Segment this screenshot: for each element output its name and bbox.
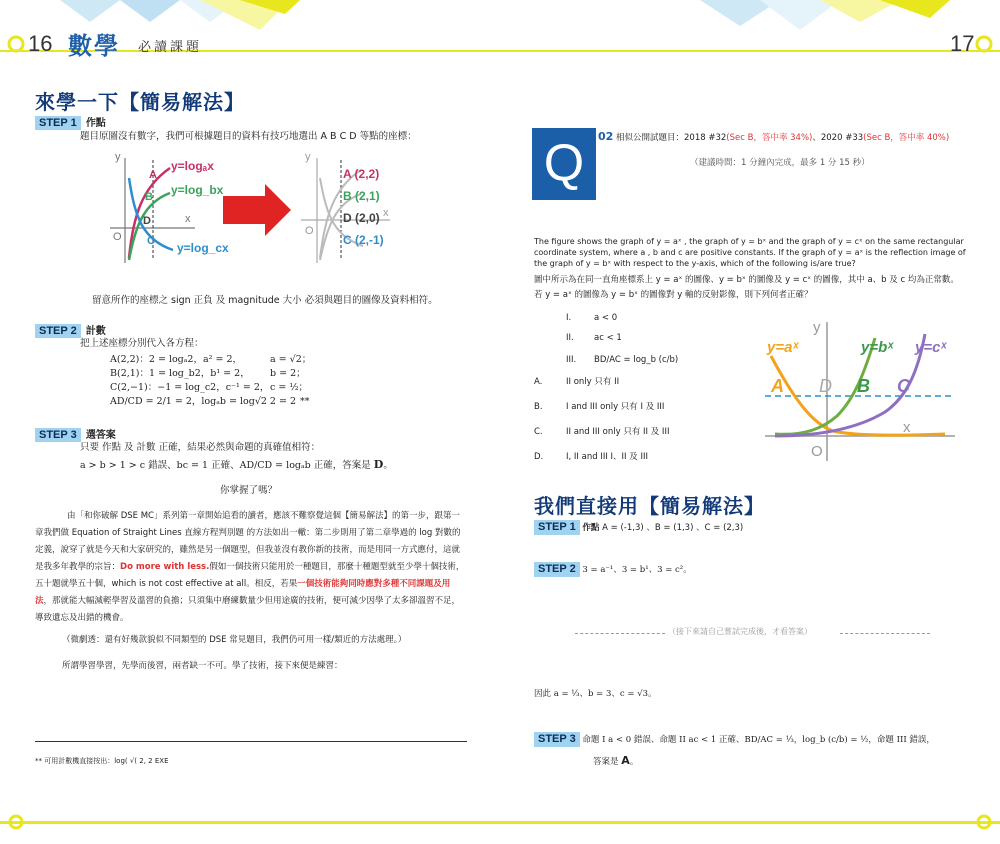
option-b: B. I and III only 只有 I 及 III — [534, 402, 665, 412]
svg-text:C (2,-1): C (2,-1) — [343, 233, 384, 247]
step2-text: 把上述座標分別代入各方程： — [80, 338, 204, 349]
option-a: A. II only 只有 II — [534, 377, 620, 387]
statements: I. a < 0 II. ac < 1 III. BD/AC = log_b (c/b) — [566, 313, 679, 365]
step2-label: STEP 2 — [35, 324, 81, 338]
svg-text:x: x — [383, 207, 389, 219]
svg-text:y=bˣ: y=bˣ — [861, 339, 894, 356]
practice-intro: 所謂學習學習，先學而後習，兩者缺一不可。學了技術，接下來便是練習： — [62, 661, 343, 671]
step3-text: 只要 作點 及 計數 正確，結果必然與命題的真確值相符： — [80, 442, 321, 453]
svg-text:y: y — [813, 319, 821, 336]
svg-text:A (2,2): A (2,2) — [343, 167, 380, 181]
svg-text:x: x — [903, 419, 911, 436]
hint-text: （接下來請自己嘗試完成後，才看答案） — [668, 627, 812, 636]
question-source: 02 相似公開試題目：2018 #32(Sec B，答中率 34%)、2020 #33(Sec B，答中率 40%) — [598, 130, 950, 143]
step3-label: STEP 3 — [35, 428, 81, 442]
step1-note: 留意所作的座標之 sign 正負 及 magnitude 大小 必須與題目的圖像及資料相符。 — [92, 295, 438, 306]
svg-text:y: y — [305, 151, 311, 163]
hint-rule-left — [575, 633, 665, 634]
svg-text:y=aˣ: y=aˣ — [767, 339, 799, 356]
svg-text:A: A — [771, 376, 784, 396]
left-page-number: 16 — [28, 31, 53, 56]
body-paragraph: 由「和你破解 DSE MC」系列第一章開始追看的讀者，應該不難察覺這個【簡易解法】的第一步，跟第一章我們做 Equation of Straight Lines 直線方程判別題 的方法如出一轍：第二步則用了第二章學過的 log 對數的定義，說穿了就是今天和大家研究的，雖然是另一個題型，但我並沒有教你新的技術，而是用同一方式應付，這就是我多年教學的宗旨：Do more with less.假如一個技術只能用於一種題目，那麼十種題型就至少學十個技術，五十題就學五十個，which is not cost effective at all。相反，若果一個技術能夠同時應對多種不同課題及用法，那就能大幅減輕學習及溫習的負擔；只須集中磨練數量少但用途廣的技術，便可減少因學了太多卻溫習不足，導致遺忘及出錯的機會。 — [35, 511, 465, 623]
step3-answer: D — [373, 458, 384, 471]
question-badge: Q — [532, 128, 596, 200]
svg-text:O: O — [811, 443, 823, 460]
subject-subtitle: 必讀課題 — [138, 40, 203, 55]
svg-text:y=cˣ: y=cˣ — [915, 339, 947, 356]
svg-text:C: C — [147, 235, 155, 247]
r-answer-letter: A — [621, 754, 630, 767]
question-chinese: 圖中所示為在同一直角座標系上 y = aˣ 的圖像、y = bˣ 的圖像及 y = cˣ 的圖像，其中 a、b 及 c 均為正常數。若 y = aˣ 的圖像為 y = bˣ 的圖像對 y 軸的反射影像，則下列何者正確？ — [534, 275, 959, 300]
step1-header — [35, 111, 106, 130]
step1-text: 題目原圖沒有數字，我們可根據題目的資料有技巧地選出 A B C D 等點的座標： — [80, 131, 417, 142]
step1-graphs — [105, 148, 405, 268]
spoiler-note: （微劇透：還有好幾款貌似不同類型的 DSE 常見題目，我們仍可用一樣/類近的方法處理。） — [62, 635, 407, 645]
footer-decoration — [0, 810, 1000, 840]
svg-text:C: C — [897, 376, 910, 396]
hint-rule-right — [840, 633, 930, 634]
r-step3: STEP 3 命題 I a < 0 錯誤、命題 II ac < 1 正確、BD/AC = ⅓，log_b (c/b) = ½，命題 III 錯誤， — [534, 732, 935, 747]
svg-text:y: y — [115, 151, 121, 163]
right-page-number: 17 — [950, 31, 975, 56]
r-answer: 答案是 A。 — [593, 754, 639, 767]
svg-text:O: O — [113, 231, 122, 243]
svg-text:B (2,1): B (2,1) — [343, 189, 380, 203]
footnote: ** 可用計數機直接按出：log( √( 2, 2 EXE — [35, 757, 169, 765]
step1-label: STEP 1 — [35, 116, 81, 130]
step2-equations: A(2,2)：2 = logₐ2，a² = 2， a = √2； B(2,1)：1 = log_b2，b¹ = 2， b = 2； C(2,−1)：−1 = log_c2，c⁻¹ = 2， c = ½； AD/CD = 2/1 = 2，logₐb = log√2 2 = 2 ** — [110, 354, 312, 407]
footnote-rule — [35, 741, 467, 742]
step1-name: 作點 — [85, 118, 106, 129]
option-d: D. I, II and III I、II 及 III — [534, 452, 648, 462]
step3-name: 選答案 — [85, 430, 116, 441]
check-question: 你掌握了嗎？ — [220, 485, 278, 496]
svg-text:O: O — [305, 225, 314, 237]
step3-result: a > b > 1 > c 錯誤、bc = 1 正確、AD/CD = logₐb 正確，答案是 D。 — [80, 458, 393, 471]
svg-text:B: B — [145, 191, 153, 203]
svg-text:y=log_cx: y=log_cx — [177, 241, 229, 255]
svg-text:y=log_bx: y=log_bx — [171, 183, 224, 197]
svg-text:B: B — [857, 376, 870, 396]
svg-text:D: D — [143, 215, 151, 227]
exponential-graph — [765, 316, 965, 466]
step2-name: 計數 — [85, 326, 106, 337]
r-result: 因此 a = ⅓、b = 3、c = √3。 — [534, 689, 657, 699]
svg-text:D: D — [819, 376, 832, 396]
r-step2: STEP 2 3 = a⁻¹、3 = b¹、3 = c²。 — [534, 562, 692, 577]
question-time: （建議時間：1 分鐘內完成，最多 1 分 15 秒） — [690, 158, 870, 168]
right-heading: 我們直接用【簡易解法】 — [534, 494, 765, 518]
subject-title: 數學 — [68, 32, 120, 60]
option-c: C. II and III only 只有 II 及 III — [534, 427, 670, 437]
options — [534, 376, 669, 476]
left-heading: 來學一下【簡易解法】 — [35, 90, 245, 114]
svg-text:D (2,0): D (2,0) — [343, 211, 380, 225]
svg-text:y=logₐx: y=logₐx — [171, 159, 214, 173]
svg-text:x: x — [185, 213, 191, 225]
step3-header — [35, 423, 116, 442]
svg-text:A: A — [149, 169, 157, 181]
step2-header — [35, 319, 106, 338]
question-english: The figure shows the graph of y = aˣ , the graph of y = bˣ and the graph of y = cˣ on the same rectangular coordinate system, where a , b and c are positive constants. If the graph of y = aˣ is the reflection image of the graph of y = bˣ with respect to the y-axis, which of the following is/are true? — [534, 237, 966, 268]
r-step1: STEP 1 作點 A = (-1,3) 、B = (1,3) 、C = (2,3) — [534, 520, 743, 535]
